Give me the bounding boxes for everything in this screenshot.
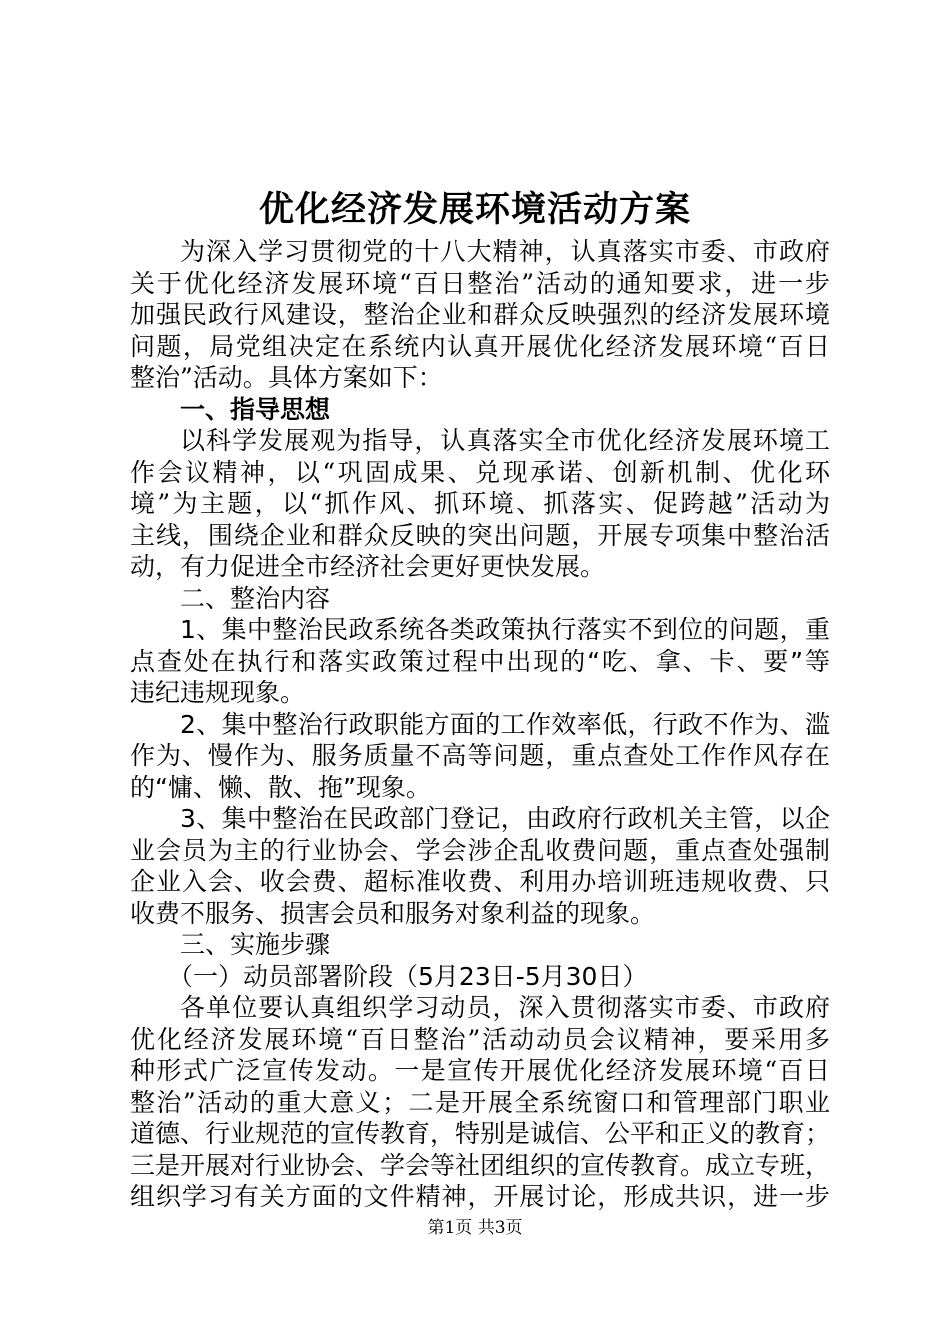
paragraph-line: 主线，围绕企业和群众反映的突出问题，开展专项集中整治活	[130, 520, 830, 550]
paragraph-line: 优化经济发展环境“百日整治”活动动员会议精神，要采用多	[130, 1024, 830, 1054]
paragraph-line: 各单位要认真组织学习动员，深入贯彻落实市委、市政府	[180, 993, 830, 1022]
paragraph-line: 组织学习有关方面的文件精神，开展讨论，形成共识，进一步	[130, 1182, 830, 1211]
intro-line: 问题，局党组决定在系统内认真开展优化经济发展环境“百日	[130, 331, 830, 361]
paragraph-line: 作会议精神，以“巩固成果、兑现承诺、创新机制、优化环	[130, 457, 830, 487]
list-item-line: 点查处在执行和落实政策过程中出现的“吃、拿、卡、要”等	[130, 646, 830, 676]
list-item-line: 的“慵、懒、散、拖”现象。	[130, 772, 431, 802]
intro-line: 为深入学习贯彻党的十八大精神，认真落实市委、市政府	[180, 237, 830, 266]
paragraph-line: 动，有力促进全市经济社会更好更快发展。	[130, 552, 606, 581]
page-title: 优化经济发展环境活动方案	[258, 189, 691, 230]
intro-line: 整治”活动。具体方案如下：	[130, 363, 443, 392]
intro-line: 关于优化经济发展环境“百日整治”活动的通知要求，进一步	[130, 268, 830, 298]
paragraph-line: 三是开展对行业协会、学会等社团组织的宣传教育。成立专班，	[130, 1150, 830, 1180]
intro-line: 加强民政行风建设，整治企业和群众反映强烈的经济发展环境	[130, 300, 830, 329]
list-item-line: 作为、慢作为、服务质量不高等问题，重点查处工作作风存在	[130, 741, 830, 770]
list-item-line: 3、集中整治在民政部门登记，由政府行政机关主管，以企	[180, 804, 830, 833]
list-item-line: 业会员为主的行业协会、学会涉企乱收费问题，重点查处强制	[130, 835, 830, 865]
section-heading-rectification-content: 二、整治内容	[180, 583, 331, 613]
list-item-line: 1、集中整治民政系统各类政策执行落实不到位的问题，重	[180, 615, 830, 644]
document-body	[130, 236, 830, 1213]
page-number-footer: 第1页 共3页	[427, 1218, 523, 1238]
paragraph-line: 以科学发展观为指导，认真落实全市优化经济发展环境工	[180, 426, 830, 455]
list-item-line: 违纪违规现象。	[130, 678, 306, 707]
list-item-line: 2、集中整治行政职能方面的工作效率低，行政不作为、滥	[180, 709, 830, 739]
list-item-line: 收费不服务、损害会员和服务对象利益的现象。	[130, 898, 656, 928]
paragraph-line: 道德、行业规范的宣传教育，特别是诚信、公平和正义的教育；	[130, 1119, 830, 1148]
section-heading-guiding-thought: 一、指导思想	[180, 394, 331, 424]
paragraph-line: 整治”活动的重大意义；二是开展全系统窗口和管理部门职业	[130, 1087, 830, 1117]
subsection-heading-mobilization-stage: （一）动员部署阶段（5月23日-5月30日）	[168, 961, 648, 991]
paragraph-line: 境”为主题，以“抓作风、抓环境、抓落实、促跨越”活动为	[130, 489, 830, 518]
list-item-line: 企业入会、收会费、超标准收费、利用办培训班违规收费、只	[130, 867, 830, 896]
paragraph-line: 种形式广泛宣传发动。一是宣传开展优化经济发展环境“百日	[130, 1056, 830, 1085]
section-heading-implementation-steps: 三、实施步骤	[180, 930, 331, 959]
